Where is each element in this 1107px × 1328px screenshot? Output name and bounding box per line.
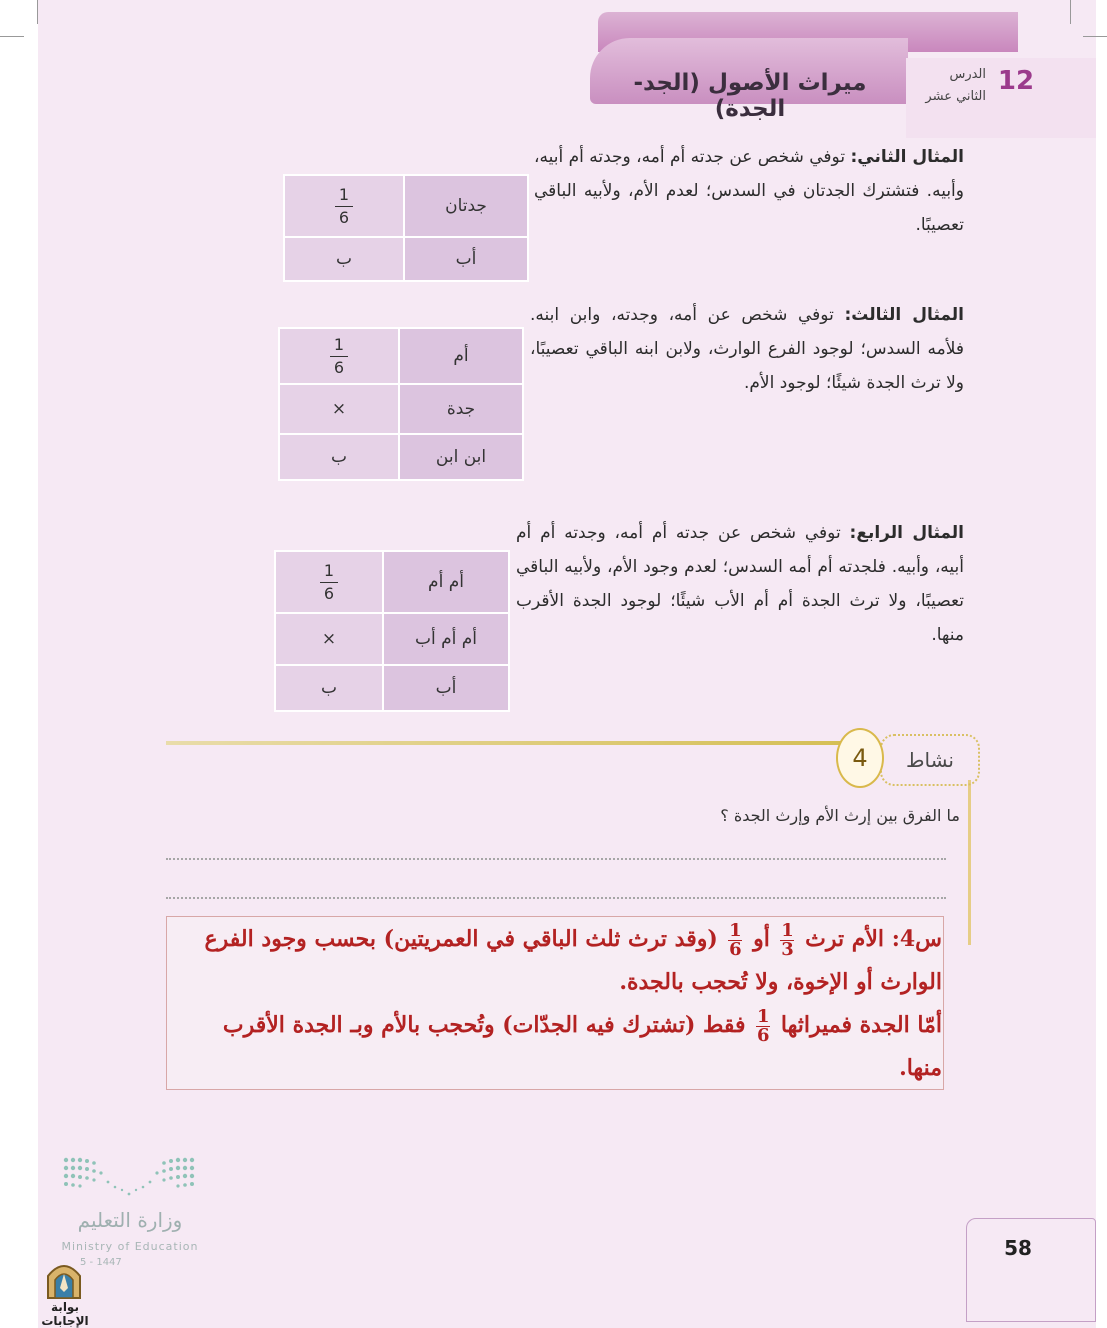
fraction [780, 919, 794, 960]
ministry-name-arabic: وزارة التعليم [77, 1208, 183, 1232]
activity-question: ما الفرق بين إرث الأم وإرث الجدة ؟ [720, 806, 960, 825]
answer-segment: فقط (تشترك فيه الجدّات) وتُحجب بالأم وبـ الجدة الأقرب منها. [222, 1012, 942, 1081]
example-body: توفي شخص عن أمه، وجدته، وابن ابنه. فلأمه السدس؛ لوجود الفرع الوارث، ولابن ابنه الباقي تعصيبًا، ولا ترث الجدة شيئًا؛ لوجود الأم. [530, 305, 964, 393]
share-cell: ب [285, 238, 403, 280]
fraction-denominator: 6 [333, 357, 345, 377]
share-cell: ب [276, 666, 382, 710]
fraction-denominator: 6 [338, 207, 350, 227]
ministry-year: 5 - 1447 [80, 1257, 122, 1268]
activity-number-badge: 4 [836, 728, 884, 788]
example-heading: المثال الرابع: [849, 523, 965, 543]
example-3-table [278, 327, 524, 481]
answer-line [166, 897, 946, 899]
table-row [280, 435, 522, 479]
example-2-table [283, 174, 529, 282]
page-number: 58 [1004, 1236, 1032, 1260]
share-cell [285, 176, 403, 236]
fraction-denominator: 6 [323, 583, 335, 603]
table-row [276, 666, 508, 710]
example-4-text [516, 516, 964, 652]
answer-segment: أمّا الجدة فميراثها [773, 1012, 942, 1038]
page-number-box [966, 1218, 1096, 1322]
heir-cell: أم أم أب [384, 614, 508, 664]
answers-gate-label: بوابة الإجابات [41, 1300, 89, 1328]
activity-label: نشاط [880, 734, 980, 786]
fraction-numerator: 1 [729, 919, 742, 941]
crop-mark [1070, 0, 1071, 24]
example-3-text [530, 298, 964, 400]
answer-text [174, 918, 942, 1090]
activity-divider [166, 741, 842, 745]
table-row [276, 552, 508, 612]
lesson-ordinal: الثاني عشر [925, 89, 986, 104]
heir-cell: جدتان [405, 176, 527, 236]
crop-mark [1083, 36, 1107, 37]
table-row [280, 385, 522, 433]
fraction-denominator: 6 [756, 1024, 770, 1046]
example-4-table [274, 550, 510, 712]
crop-mark [37, 0, 38, 24]
answer-line [166, 858, 946, 860]
fraction-numerator: 1 [756, 1005, 770, 1027]
example-body: توفي شخص عن جدته أم أمه، وجدته أم أم أبيه، وأبيه. فلجدته أم أمه السدس؛ لعدم وجود الأم، ولأبيه الباقي تعصيبًا، ولا ترث الجدة أم أم الأب شيئًا؛ لوجود الجدة الأقرب منها. [516, 523, 964, 645]
ministry-name-english: Ministry of Education [61, 1240, 199, 1253]
share-cell [276, 552, 382, 612]
example-heading: المثال الثاني: [850, 147, 965, 167]
fraction [728, 919, 742, 960]
table-row [285, 176, 527, 236]
ministry-logo-icon [62, 1154, 196, 1198]
table-row [285, 238, 527, 280]
answer-segment: الأم ترث [797, 926, 892, 952]
heir-cell: أم [400, 329, 522, 383]
crop-mark [0, 36, 24, 37]
fraction-numerator: 1 [323, 560, 335, 580]
lesson-label: الدرس [949, 67, 986, 82]
answer-prefix: س4: [891, 926, 942, 952]
fraction [330, 334, 348, 379]
share-cell: × [276, 614, 382, 664]
example-body: توفي شخص عن جدته أم أمه، وجدته أم أبيه، وأبيه. فتشترك الجدتان في السدس؛ لعدم الأم، ولأبيه الباقي تعصيبًا. [534, 147, 964, 235]
heir-cell: ابن ابن [400, 435, 522, 479]
fraction [335, 184, 353, 229]
heir-cell: أب [405, 238, 527, 280]
share-cell [280, 329, 398, 383]
table-row [280, 329, 522, 383]
heir-cell: أم أم [384, 552, 508, 612]
table-row [276, 614, 508, 664]
heir-cell: أب [384, 666, 508, 710]
lesson-label-block [910, 64, 986, 108]
fraction-numerator: 1 [333, 334, 345, 354]
lesson-title: ميراث الأصول (الجد-الجدة) [633, 70, 867, 122]
share-cell: × [280, 385, 398, 433]
heir-cell: جدة [400, 385, 522, 433]
answers-gate-logo-icon [44, 1258, 84, 1300]
fraction-denominator: 6 [729, 938, 742, 960]
activity-side-line [968, 780, 971, 945]
share-cell: ب [280, 435, 398, 479]
fraction-numerator: 1 [781, 919, 794, 941]
fraction-numerator: 1 [338, 184, 350, 204]
lesson-number: 12 [997, 66, 1035, 96]
fraction-denominator: 3 [781, 938, 794, 960]
example-heading: المثال الثالث: [844, 305, 964, 325]
answer-segment: (وقد ترث ثلث الباقي في العمريتين) بحسب وجود الفرع الوارث أو الإخوة، ولا تُحجب بالجدة. [204, 926, 942, 995]
fraction [756, 1005, 770, 1046]
example-2-text [534, 140, 964, 242]
fraction [320, 560, 338, 605]
answer-segment: أو [745, 926, 778, 952]
